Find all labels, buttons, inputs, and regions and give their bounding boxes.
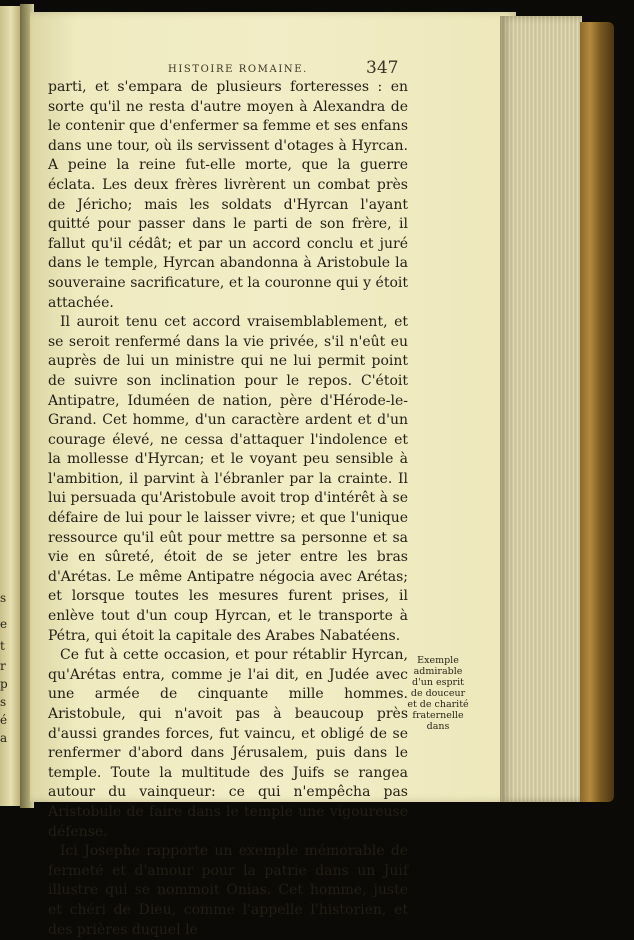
facing-page-letter: s: [0, 591, 7, 605]
facing-page-letter: t: [0, 639, 5, 653]
paragraph: Ici Josephe rapporte un exemple mémorable de fermeté et d'amour pour la patrie dans un Juif illustre qui se nommoit Onias. Cet homme, juste et chéri de Dieu, comme l'appelle l'historien, et des prières duquel le: [48, 843, 408, 938]
margin-note: Exemple admirable d'un esprit de douceur et de charité fraternelle dans: [407, 655, 469, 732]
paragraph: parti, et s'empara de plusieurs forteresses : en sorte qu'il ne resta d'autre moyen à Alexandra de le contenir que d'enfermer sa femme et ses enfans dans une tour, où ils servissent d'otages à Hyrcan. A peine la reine fut-elle morte, que la guerre éclata. Les deux frères livrèrent un combat près de Jéricho; mais les soldats d'Hyrcan l'ayant quitté pour passer dans le parti de son frère, il fallut qu'il cédât; et par un accord conclu et juré dans le temple, Hyrcan abandonna à Aristobule la souveraine sacrificature, et la couronne qui y étoit attachée.: [48, 79, 408, 311]
facing-page-letter: s: [0, 695, 7, 709]
facing-page-letter: r: [0, 659, 6, 673]
page-number: 347: [366, 58, 399, 78]
facing-page-letter: p: [0, 677, 8, 691]
running-title: HISTOIRE ROMAINE.: [168, 64, 308, 75]
facing-page-edge: [0, 6, 20, 806]
facing-page-letter: e: [0, 617, 8, 631]
book-cover-edge: [580, 22, 614, 802]
body-text: [48, 78, 408, 940]
paragraph: Ce fut à cette occasion, et pour rétablir Hyrcan, qu'Arétas entra, comme je l'ai dit, en Judée avec une armée de cinquante mille hommes. Aristobule, qui n'avoit pas à beaucoup près d'aussi grandes forces, fut vaincu, et obligé de se renfermer d'abord dans Jérusalem, puis dans le temple. Toute la multitude des Juifs se rangea autour du vainqueur: ce qui n'empêcha pas Aristobule de faire dans le temple une vigoureuse défense.: [48, 647, 408, 840]
facing-page-letter: a: [0, 731, 8, 745]
page-edges: [500, 16, 582, 802]
facing-page-letter: é: [0, 713, 8, 727]
paragraph: Il auroit tenu cet accord vraisemblablement, et se seroit renfermé dans la vie privée, s'il n'eût eu auprès de lui un ministre qui ne lui permit point de suivre son inclination pour le repos. C'étoit Antipatre, Iduméen de nation, père d'Hérode-le-Grand. Cet homme, d'un caractère ardent et d'un courage élevé, ne cessa d'attaquer l'indolence et la mollesse d'Hyrcan; et le voyant peu sensible à l'ambition, il parvint à l'ébranler par la crainte. Il lui persuada qu'Aristobule avoit trop d'intérêt à se défaire de lui pour le laisser vivre; et que l'unique ressource qu'il eût pour mettre sa personne et sa vie en sûreté, étoit de se jeter entre les bras d'Arétas. Le même Antipatre négocia avec Arétas; et lorsque toutes les mesures furent prises, il enlève tout d'un coup Hyrcan, et le transporte à Pétra, qui étoit la capitale des Arabes Nabatéens.: [48, 314, 408, 644]
